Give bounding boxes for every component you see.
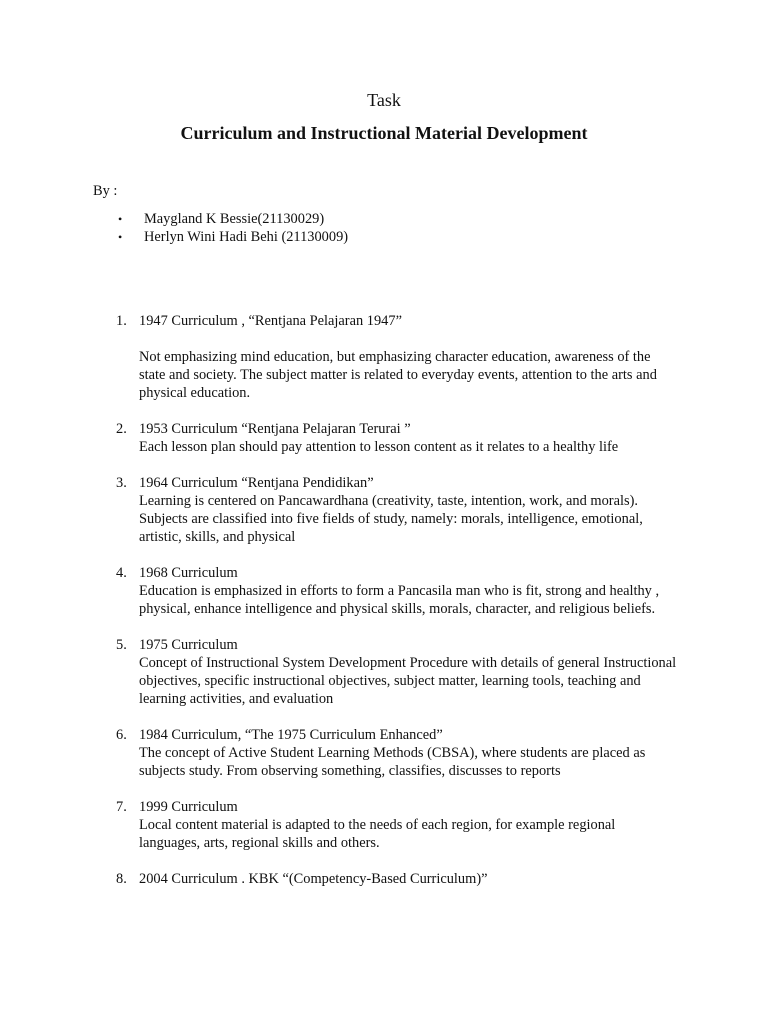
author-name: Maygland K Bessie(21130029) <box>144 211 325 227</box>
item-description: The concept of Active Student Learning Methods (CBSA), where students are placed as subjects study. From observing something, classifies, discusses to reports <box>139 745 646 779</box>
author-list <box>118 210 348 246</box>
item-heading: 2004 Curriculum . KBK “(Competency-Based Curriculum)” <box>139 871 488 887</box>
document-title: Curriculum and Instructional Material Development <box>180 123 588 143</box>
item-number: 7. <box>116 799 127 815</box>
curriculum-list <box>0 312 768 906</box>
list-item <box>0 870 768 888</box>
item-number: 1. <box>116 313 127 329</box>
item-heading: 1984 Curriculum, “The 1975 Curriculum Enhanced” <box>139 727 443 743</box>
list-item <box>0 420 768 456</box>
by-label: By : <box>93 183 118 199</box>
list-item <box>0 564 768 618</box>
item-description: Not emphasizing mind education, but emphasizing character education, awareness of the state and society. The subject matter is related to everyday events, attention to the arts and physical education. <box>139 349 657 401</box>
item-heading: 1964 Curriculum “Rentjana Pendidikan” <box>139 475 374 491</box>
item-number: 3. <box>116 475 127 491</box>
list-item <box>0 726 768 780</box>
item-description: Concept of Instructional System Development Procedure with details of general Instructional objectives, specific instructional objectives, subject matter, learning tools, teaching and learning activities, and evaluation <box>139 655 677 707</box>
list-item <box>0 312 768 402</box>
item-number: 4. <box>116 565 127 581</box>
item-description: Learning is centered on Pancawardhana (creativity, taste, intention, work, and morals). Subjects are classified into five fields of study, namely: morals, intelligence, emotional, artistic, skills, and physical <box>139 493 643 545</box>
author-name: Herlyn Wini Hadi Behi (21130009) <box>144 229 349 245</box>
item-number: 8. <box>116 871 127 887</box>
item-number: 5. <box>116 637 127 653</box>
task-label: Task <box>367 90 401 110</box>
item-number: 6. <box>116 727 127 743</box>
list-item <box>0 474 768 546</box>
bullet-icon: • <box>118 212 123 226</box>
list-item <box>0 636 768 708</box>
item-heading: 1975 Curriculum <box>139 637 238 653</box>
item-description: Education is emphasized in efforts to form a Pancasila man who is fit, strong and healthy , physical, enhance intelligence and physical skills, morals, character, and religious beliefs. <box>139 583 660 617</box>
item-number: 2. <box>116 421 127 437</box>
item-heading: 1947 Curriculum , “Rentjana Pelajaran 1947” <box>139 313 402 329</box>
list-item <box>0 798 768 852</box>
item-heading: 1968 Curriculum <box>139 565 238 581</box>
item-heading: 1953 Curriculum “Rentjana Pelajaran Terurai ” <box>139 421 411 437</box>
bullet-icon: • <box>118 230 123 244</box>
author-item <box>118 210 348 228</box>
item-description: Each lesson plan should pay attention to lesson content as it relates to a healthy life <box>139 439 619 455</box>
author-item <box>118 228 348 246</box>
item-description: Local content material is adapted to the needs of each region, for example regional languages, arts, regional skills and others. <box>139 817 616 851</box>
item-heading: 1999 Curriculum <box>139 799 238 815</box>
